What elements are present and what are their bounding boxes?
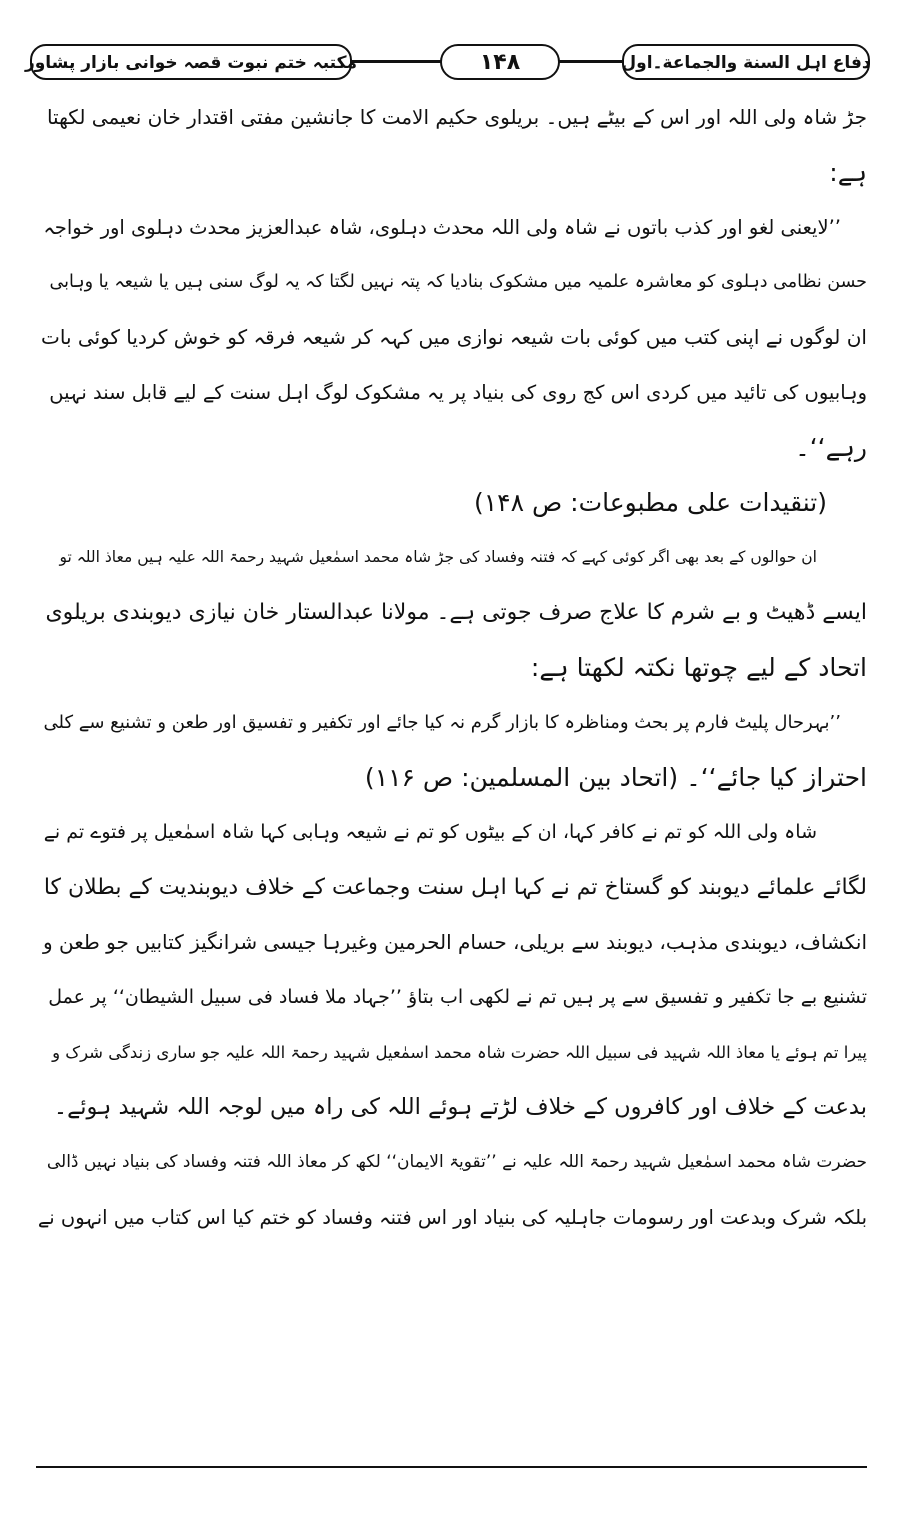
reference-citation: (تنقیدات علی مطبوعات: ص ۱۴۸)	[473, 488, 827, 517]
text-line: اتحاد کے لیے چوتھا نکتہ لکھتا ہے:	[530, 653, 867, 682]
quote-line: ’’لایعنی لغو اور کذب باتوں نے شاہ ولی اللہ محدث دہلوی، شاہ عبدالعزیز محدث دہلوی اور خواجہ	[43, 216, 841, 239]
text-line: ہے:	[829, 158, 867, 187]
text-line: پیرا تم ہوئے یا معاذ اللہ شہید فی سبیل اللہ حضرت شاہ محمد اسمٰعیل شہید رحمۃ اللہ علیہ جو ساری زندگی شرک و	[52, 1043, 867, 1062]
quote-line: رہے‘‘۔	[795, 433, 867, 462]
text-line: حضرت شاہ محمد اسمٰعیل شہید رحمۃ اللہ علیہ نے ’’تقویۃ الایمان‘‘ لکھ کر معاذ اللہ فتنہ وفساد کی بنیاد نہیں ڈالی	[46, 1152, 867, 1172]
text-line: ایسے ڈھیٹ و بے شرم کا علاج صرف جوتی ہے۔ مولانا عبدالستار خان نیازی دیوبندی بریلوی	[45, 600, 867, 625]
text-line: جڑ شاہ ولی اللہ اور اس کے بیٹے ہیں۔ بریلوی حکیم الامت کا جانشین مفتی اقتدار خان نعیمی لکھتا	[46, 105, 867, 129]
quote-line: احتراز کیا جائے‘‘۔ (اتحاد بین المسلمین: ص ۱۱۶)	[364, 763, 867, 792]
quote-line: وہابیوں کی تائید میں کردی اس کج روی کی بنیاد پر یہ مشکوک لوگ اہل سنت کے لیے قابل سند نہیں	[49, 381, 867, 404]
text-line: تشنیع بے جا تکفیر و تفسیق سے پر ہیں تم نے لکھی اب بتاؤ ’’جہاد ملا فساد فی سبیل الشیطان‘‘ پر عمل	[48, 986, 867, 1008]
footer-rule	[36, 1466, 867, 1468]
text-line: شاہ ولی اللہ کو تم نے کافر کہا، ان کے بیٹوں کو تم نے شیعہ وہابی کہا شاہ اسمٰعیل پر فتوے تم نے	[43, 821, 817, 843]
text-line: انکشاف، دیوبندی مذہب، دیوبند سے بریلی، حسام الحرمین وغیرہا جیسی شرانگیز کتابیں جو طعن و	[43, 930, 867, 954]
text-line: لگائے علمائے دیوبند کو گستاخ تم نے کہا اہل سنت وجماعت کے خلاف دیوبندیت کے بطلان کا	[43, 875, 867, 900]
page-header	[24, 40, 871, 86]
text-line: ان حوالوں کے بعد بھی اگر کوئی کہے کہ فتنہ وفساد کی جڑ شاہ محمد اسمٰعیل شہید رحمۃ اللہ علیہ ہیں معاذ اللہ تو	[59, 548, 817, 566]
page-number: ۱۴۸	[440, 44, 560, 80]
quote-line: حسن نظامی دہلوی کو معاشرہ علمیہ میں مشکوک بنادیا کہ پتہ نہیں لگتا کہ یہ لوگ سنی ہیں یا شیعہ یا وہابی	[49, 272, 867, 292]
quote-line: ’’بہرحال پلیٹ فارم پر بحث ومناظرہ کا بازار گرم نہ کیا جائے اور تکفیر و تفسیق اور طعن و تشنیع سے کلی	[43, 712, 841, 733]
text-line: بلکہ شرک وبدعت اور رسومات جاہلیہ کی بنیاد اور اس فتنہ وفساد کو ختم کیا اس کتاب میں انہوں نے	[38, 1206, 867, 1229]
book-title: دفاع اہل السنة والجماعة۔اول	[622, 44, 870, 80]
quote-line: ان لوگوں نے اپنی کتب میں کوئی بات شیعہ نوازی میں کہہ کر شیعہ فرقہ کو خوش کردیا کوئی بات	[41, 325, 867, 349]
text-line: بدعت کے خلاف اور کافروں کے خلاف لڑتے ہوئے اللہ کی راہ میں لوجہ اللہ شہید ہوئے۔	[53, 1094, 867, 1120]
body-text	[38, 90, 867, 1245]
publisher-label: مکتبہ ختم نبوت قصہ خوانی بازار پشاور	[30, 44, 352, 80]
